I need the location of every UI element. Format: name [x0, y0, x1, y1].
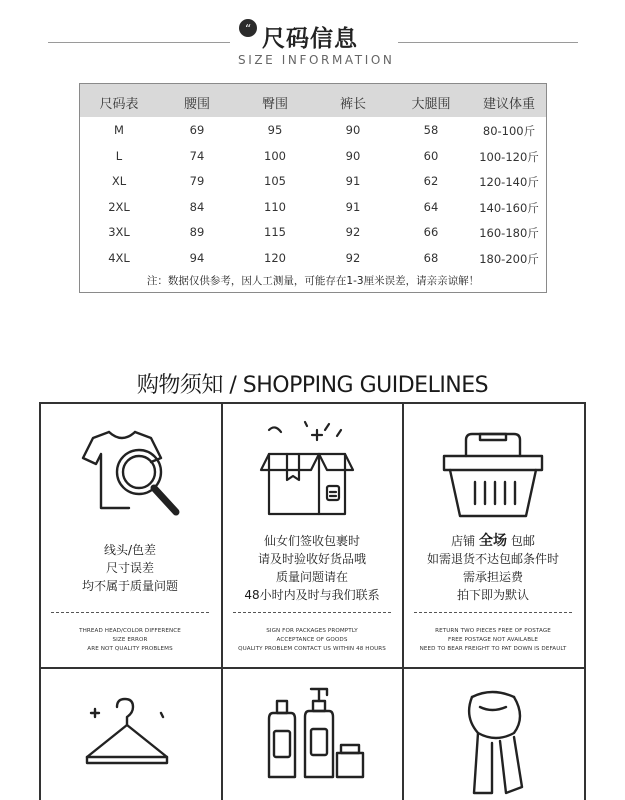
dashed-divider: [233, 612, 391, 613]
size-info-header: [0, 0, 625, 80]
guidelines-grid: [39, 402, 586, 800]
guideline-en-line: ACCEPTANCE OF GOODS: [276, 636, 348, 643]
guideline-text: [404, 532, 582, 604]
table-cell: 115: [264, 225, 286, 240]
table-cell: 2XL: [108, 199, 130, 214]
table-cell: 89: [189, 225, 205, 240]
clothes-hanger-icon: [83, 691, 183, 771]
column-header: 臀围: [261, 97, 288, 112]
table-cell: 92: [345, 225, 361, 240]
size-table: [79, 83, 547, 293]
table-cell: 62: [423, 174, 439, 189]
guideline-en-line: RETURN TWO PIECES FREE OF POSTAGE: [435, 628, 551, 634]
table-row: [80, 149, 546, 169]
table-cell: 160-180斤: [479, 226, 539, 241]
shopping-basket-icon: [440, 428, 546, 524]
guideline-line: 拍下即为默认: [456, 588, 529, 602]
guideline-en-line: SIGN FOR PACKAGES PROMPTLY: [266, 628, 358, 634]
table-cell: 140-160斤: [479, 200, 539, 215]
guideline-english: [223, 627, 401, 653]
quote-mark-icon: “: [239, 19, 257, 37]
table-cell: 66: [423, 225, 439, 240]
column-header: 腰围: [183, 97, 210, 112]
table-cell: 68: [423, 251, 439, 265]
table-row: [80, 200, 546, 220]
guideline-en-line: QUALITY PROBLEM CONTACT US WITHIN 48 HOURS: [238, 645, 386, 652]
table-cell: 180-200斤: [479, 252, 539, 266]
table-row: [80, 225, 546, 245]
tshirt-magnifier-icon: [81, 424, 196, 529]
table-cell: 91: [345, 199, 361, 214]
guideline-line: 需承担运费: [462, 570, 523, 584]
guideline-en-line: SIZE ERROR: [112, 636, 148, 643]
table-cell: 84: [189, 199, 205, 214]
table-cell: 79: [189, 174, 205, 189]
table-cell: 92: [345, 251, 361, 265]
text-fragment: 包邮: [510, 534, 535, 548]
header-divider-left: [48, 42, 230, 43]
guideline-line: 48小时内及时与我们联系: [244, 588, 380, 602]
size-table-note: 注：数据仅供参考，因人工测量，可能存在1-3厘米误差，请亲亲谅解！: [146, 275, 480, 287]
table-cell: 94: [189, 251, 205, 265]
size-info-title: 尺码信息: [262, 26, 358, 52]
guideline-english: [404, 627, 582, 653]
guideline-line: 均不属于质量问题: [81, 579, 178, 593]
guideline-english: [41, 627, 219, 653]
guideline-en-line: FREE POSTAGE NOT AVAILABLE: [448, 636, 538, 643]
grid-line: [39, 402, 586, 404]
column-header: 尺码表: [99, 97, 139, 112]
size-info-subtitle: SIZE INFORMATION: [238, 53, 395, 67]
table-cell: 110: [264, 199, 286, 214]
column-header: 建议体重: [482, 97, 535, 112]
table-cell: 4XL: [108, 251, 130, 265]
table-row: [80, 251, 546, 271]
table-cell: 100-120斤: [479, 149, 539, 164]
cleaning-bottles-icon: [261, 683, 371, 791]
guideline-line: 请及时验收好货品哦: [257, 552, 366, 566]
guideline-en-line: ARE NOT QUALITY PROBLEMS: [87, 645, 173, 652]
open-box-icon: [261, 416, 371, 528]
emphasis-text: 全场: [479, 533, 507, 549]
table-cell: 90: [345, 123, 361, 137]
table-cell: 95: [267, 123, 283, 137]
table-cell: 74: [189, 148, 205, 163]
guideline-line: 仙女们签收包裹时: [263, 534, 360, 548]
guideline-line: 尺寸误差: [105, 561, 154, 575]
table-cell: 120: [264, 251, 286, 265]
column-header: 裤长: [339, 97, 366, 112]
guideline-text: [223, 532, 401, 604]
table-cell: 90: [345, 148, 361, 163]
table-cell: 3XL: [108, 225, 130, 240]
guideline-text: [41, 541, 219, 595]
table-cell: 58: [423, 123, 439, 137]
table-row: [80, 174, 546, 194]
dashed-divider: [414, 612, 572, 613]
scarf-icon: [456, 683, 536, 799]
table-cell: 60: [423, 148, 439, 163]
guideline-line: 如需退货不达包邮条件时: [426, 552, 559, 566]
grid-line: [584, 402, 586, 800]
grid-line: [39, 667, 586, 669]
table-cell: 105: [264, 174, 286, 189]
column-header: 大腿围: [411, 97, 451, 112]
table-cell: 80-100斤: [482, 124, 536, 138]
table-cell: 91: [345, 174, 361, 189]
shopping-guidelines-title: 购物须知 / SHOPPING GUIDELINES: [136, 373, 489, 398]
guideline-en-line: NEED TO BEAR FREIGHT TO PAT DOWN IS DEFAULT: [419, 645, 567, 652]
table-cell: 69: [189, 123, 205, 137]
guideline-line: [404, 532, 582, 550]
grid-line: [39, 402, 41, 800]
table-cell: 100: [264, 148, 286, 163]
table-cell: L: [115, 148, 123, 163]
dashed-divider: [51, 612, 209, 613]
table-cell: 64: [423, 199, 439, 214]
guideline-line: 线头/色差: [103, 543, 157, 557]
table-row: [80, 123, 546, 143]
guideline-en-line: THREAD HEAD/COLOR DIFFERENCE: [79, 628, 181, 634]
table-cell: 120-140斤: [479, 175, 539, 190]
header-divider-right: [398, 42, 578, 43]
size-table-header: [80, 84, 546, 117]
table-cell: XL: [111, 174, 127, 189]
table-cell: M: [114, 123, 124, 137]
text-fragment: 店铺: [451, 534, 476, 548]
guideline-line: 质量问题请在: [275, 570, 348, 584]
